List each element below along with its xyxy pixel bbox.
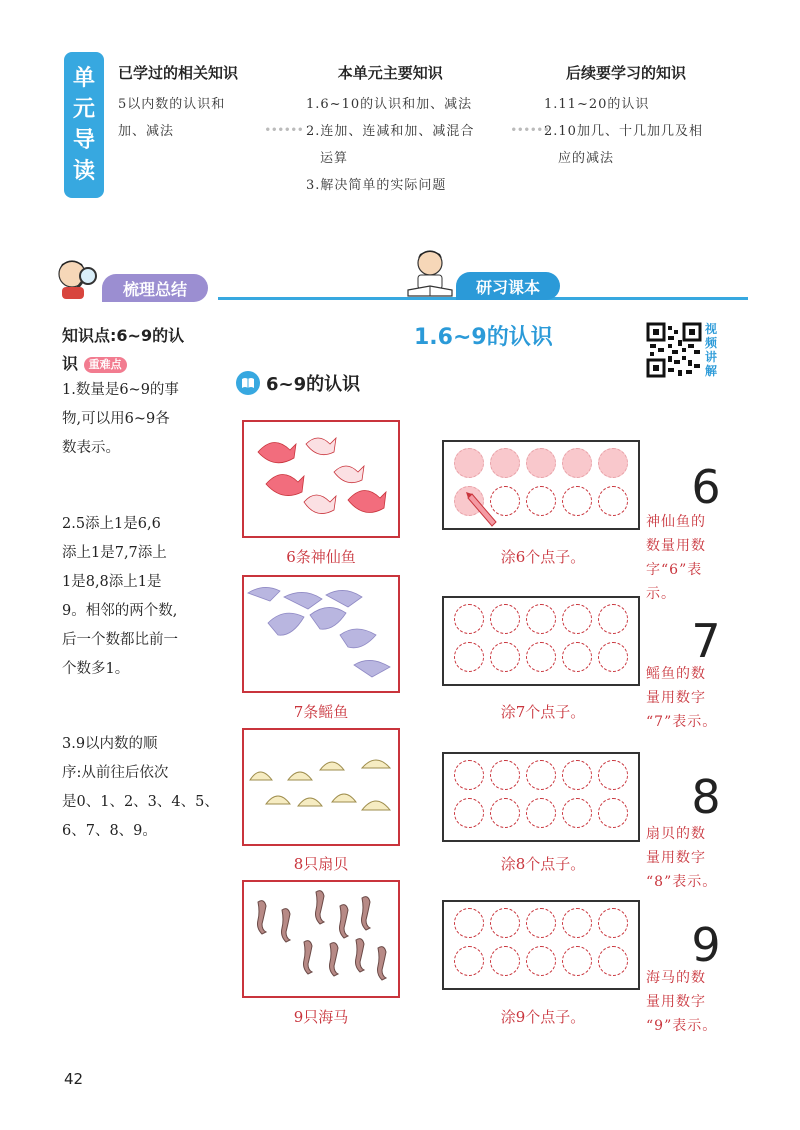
dot-circle[interactable] (454, 760, 484, 790)
ray-picture (242, 575, 400, 693)
summary-line: 1.数量是6~9的事 (62, 382, 179, 398)
dot-circle[interactable] (526, 946, 556, 976)
guide-main-line: 1.6~10的认识和加、减法 (306, 97, 473, 112)
dot-circle[interactable] (526, 798, 556, 828)
summary-line: 6、7、8、9。 (62, 823, 157, 839)
dot-circle[interactable] (562, 908, 592, 938)
guide-next-line: 1.11~20的认识 (544, 97, 650, 112)
summary-point-1 (62, 376, 222, 463)
numeral-note-line: “8”表示。 (646, 874, 718, 890)
dot-circle[interactable] (562, 946, 592, 976)
summary-line: 后一个数都比前一 (62, 632, 178, 648)
qr-code-icon[interactable] (646, 322, 702, 378)
numeral-note-line: 量用数字 (646, 994, 706, 1010)
crayon-icon (466, 490, 506, 530)
unit-guide-tag-char: 单 (72, 66, 95, 91)
guide-main-line: 运算 (320, 151, 349, 166)
dot-circle[interactable] (598, 486, 628, 516)
numeral-note (646, 510, 730, 606)
dot-frame[interactable] (442, 900, 640, 990)
guide-learned-line: 加、减法 (118, 124, 175, 139)
summary-title-line: 知识点:6~9的认 (62, 326, 185, 345)
numeral-note (646, 966, 730, 1038)
study-badge: 研习课本 (456, 272, 560, 300)
summary-title-line (62, 350, 222, 378)
dot-circle[interactable] (598, 642, 628, 672)
numeral-note (646, 662, 730, 734)
lesson-subtitle-text: 6~9的认识 (266, 374, 361, 395)
dot-circle[interactable] (526, 486, 556, 516)
book-icon (236, 371, 260, 395)
difficulty-tag: 重难点 (84, 357, 127, 373)
seahorse-picture (242, 880, 400, 998)
frame-caption: 涂6个点子。 (500, 548, 586, 566)
summary-line: 9。相邻的两个数, (62, 603, 178, 619)
numeral: 9 (691, 918, 721, 972)
guide-next-line: 应的减法 (558, 151, 615, 166)
summary-point-3 (62, 730, 222, 846)
summary-badge: 梳理总结 (102, 274, 208, 302)
guide-main-heading: 本单元主要知识 (337, 64, 443, 82)
numeral-note-line: 扇贝的数 (646, 826, 706, 842)
dot-circle[interactable] (490, 760, 520, 790)
dot-frame[interactable] (442, 596, 640, 686)
dot-circle[interactable] (526, 448, 556, 478)
guide-next-line: 2.10加几、十几加几及相 (544, 124, 703, 139)
scallop-illustration (244, 730, 398, 844)
dot-grid (454, 604, 628, 672)
dot-circle[interactable] (490, 798, 520, 828)
guide-separator: ∙∙∙∙∙∙ (510, 122, 550, 136)
dot-circle[interactable] (454, 604, 484, 634)
numeral-note-line: “7”表示。 (646, 714, 718, 730)
summary-line: 添上1是7,7添上 (62, 545, 167, 561)
dot-circle[interactable] (562, 760, 592, 790)
video-label-char: 解 (705, 364, 718, 378)
summary-line: 数表示。 (62, 440, 120, 456)
numeral-note-line: 海马的数 (646, 970, 706, 986)
dot-circle[interactable] (598, 604, 628, 634)
frame-caption: 涂9个点子。 (500, 1008, 586, 1026)
guide-main (306, 62, 474, 199)
dot-circle[interactable] (454, 448, 484, 478)
dot-circle[interactable] (598, 798, 628, 828)
dot-circle[interactable] (490, 908, 520, 938)
unit-guide-tag-char: 导 (72, 128, 95, 153)
frame-caption: 涂8个点子。 (500, 855, 586, 873)
picture-caption: 9只海马 (293, 1008, 349, 1026)
guide-next (544, 62, 703, 172)
dot-circle[interactable] (490, 642, 520, 672)
summary-title (62, 322, 222, 378)
summary-line: 1是8,8添上1是 (62, 574, 162, 590)
page-number: 42 (64, 1070, 84, 1088)
guide-learned (118, 62, 238, 145)
dot-grid (454, 760, 628, 828)
numeral-note (646, 822, 730, 894)
numeral-note-line: 神仙鱼的 (646, 514, 706, 530)
scallop-picture (242, 728, 400, 846)
unit-guide-tag-char: 读 (72, 159, 95, 184)
summary-line: 是0、1、2、3、4、5、 (62, 794, 219, 810)
numeral: 6 (691, 460, 721, 514)
picture-caption: 7条鳐鱼 (293, 703, 349, 721)
numeral-note-line: 数量用数 (646, 538, 706, 554)
dot-circle[interactable] (490, 604, 520, 634)
dot-circle[interactable] (562, 486, 592, 516)
dot-circle[interactable] (490, 448, 520, 478)
summary-line: 3.9以内数的顺 (62, 736, 158, 752)
ray-illustration (244, 577, 398, 691)
frame-caption: 涂7个点子。 (500, 703, 586, 721)
summary-line: 序:从前往后依次 (62, 765, 169, 781)
numeral: 8 (691, 770, 721, 824)
seahorse-illustration (244, 882, 398, 996)
picture-caption: 8只扇贝 (293, 855, 349, 873)
magnifier-kid-icon (52, 256, 104, 300)
guide-learned-heading: 已学过的相关知识 (118, 64, 239, 82)
dot-circle[interactable] (454, 946, 484, 976)
guide-learned-line: 5以内数的认识和 (118, 97, 226, 112)
dot-circle[interactable] (526, 604, 556, 634)
dot-circle[interactable] (598, 908, 628, 938)
dot-circle[interactable] (454, 798, 484, 828)
dot-circle[interactable] (598, 946, 628, 976)
numeral-note-line: 量用数字 (646, 850, 706, 866)
numeral-note-line: 字“6”表示。 (646, 562, 703, 602)
dot-grid (454, 908, 628, 976)
summary-point-2 (62, 510, 222, 684)
numeral-note-line: 鳐鱼的数 (646, 666, 706, 682)
dot-circle[interactable] (562, 448, 592, 478)
dot-circle[interactable] (598, 760, 628, 790)
reading-kid-icon (404, 246, 460, 300)
lesson-title: 1.6~9的认识 (414, 325, 553, 350)
lesson-subtitle (236, 370, 360, 396)
summary-line: 物,可以用6~9各 (62, 411, 170, 427)
guide-main-line: 3.解决简单的实际问题 (306, 178, 447, 193)
dot-frame[interactable] (442, 752, 640, 842)
dot-circle[interactable] (454, 908, 484, 938)
dot-circle[interactable] (562, 642, 592, 672)
picture-caption: 6条神仙鱼 (286, 548, 356, 566)
dot-circle[interactable] (562, 604, 592, 634)
dot-circle[interactable] (526, 642, 556, 672)
unit-guide-tag-char: 元 (72, 97, 95, 122)
summary-line: 个数多1。 (62, 661, 130, 677)
numeral-note-line: 量用数字 (646, 690, 706, 706)
dot-circle[interactable] (526, 908, 556, 938)
unit-guide-tag (64, 52, 104, 198)
guide-main-line: 2.连加、连减和加、减混合 (306, 124, 475, 139)
angelfish-illustration (244, 422, 398, 536)
video-explanation-label[interactable] (705, 322, 723, 378)
dot-circle[interactable] (454, 642, 484, 672)
guide-next-heading: 后续要学习的知识 (566, 64, 687, 82)
summary-title-line-2: 识 (62, 354, 79, 373)
video-label-char: 频 (705, 336, 718, 350)
numeral: 7 (691, 614, 721, 668)
angelfish-picture (242, 420, 400, 538)
guide-separator: ∙∙∙∙∙∙ (264, 122, 304, 136)
summary-line: 2.5添上1是6,6 (62, 516, 161, 532)
dot-circle[interactable] (598, 448, 628, 478)
dot-frame[interactable] (442, 440, 640, 530)
dot-circle[interactable] (562, 798, 592, 828)
dot-circle[interactable] (490, 946, 520, 976)
dot-circle[interactable] (526, 760, 556, 790)
video-label-char: 视 (705, 322, 718, 336)
numeral-note-line: “9”表示。 (646, 1018, 718, 1034)
video-label-char: 讲 (705, 350, 718, 364)
